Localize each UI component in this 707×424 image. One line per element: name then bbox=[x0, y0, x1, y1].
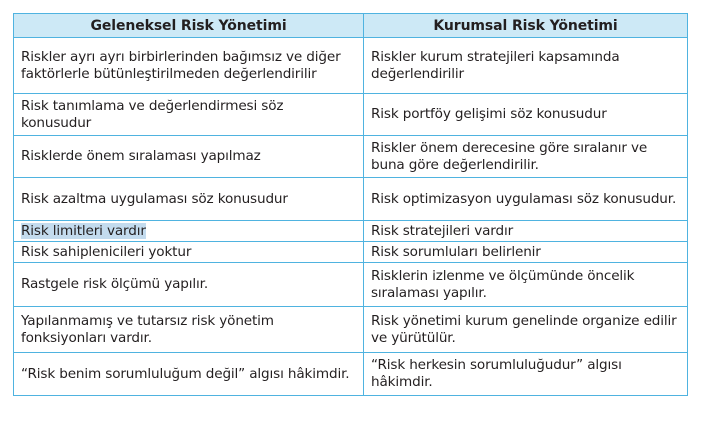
cell-traditional: Risk tanımlama ve değerlendirmesi söz konusudur bbox=[14, 94, 364, 136]
table-row bbox=[14, 353, 688, 396]
cell-traditional: Rastgele risk ölçümü yapılır. bbox=[14, 263, 364, 307]
cell-enterprise: Riskler kurum stratejileri kapsamında değerlendirilir bbox=[364, 38, 688, 94]
cell-enterprise: Risklerin izlenme ve ölçümünde öncelik sıralaması yapılır. bbox=[364, 263, 688, 307]
cell-enterprise: Riskler önem derecesine göre sıralanır ve buna göre değerlendirilir. bbox=[364, 136, 688, 178]
cell-traditional: Risk azaltma uygulaması söz konusudur bbox=[14, 178, 364, 221]
cell-traditional: Yapılanmamış ve tutarsız risk yönetim fonksiyonları vardır. bbox=[14, 307, 364, 353]
table-row bbox=[14, 178, 688, 221]
table-row bbox=[14, 242, 688, 263]
highlighted-text: Risk limitleri vardır bbox=[21, 222, 146, 239]
cell-enterprise: Risk stratejileri vardır bbox=[364, 221, 688, 242]
table-row bbox=[14, 307, 688, 353]
comparison-table bbox=[13, 13, 688, 396]
cell-traditional: Risk sahiplenicileri yoktur bbox=[14, 242, 364, 263]
cell-enterprise: Risk yönetimi kurum genelinde organize edilir ve yürütülür. bbox=[364, 307, 688, 353]
cell-enterprise: Risk portföy gelişimi söz konusudur bbox=[364, 94, 688, 136]
table-row bbox=[14, 136, 688, 178]
table-row bbox=[14, 221, 688, 242]
cell-traditional: Riskler ayrı ayrı birbirlerinden bağımsız ve diğer faktörlerle bütünleştirilmeden değerlendirilir bbox=[14, 38, 364, 94]
table-row bbox=[14, 38, 688, 94]
header-row bbox=[14, 14, 688, 38]
table-row bbox=[14, 263, 688, 307]
header-traditional: Geleneksel Risk Yönetimi bbox=[14, 14, 364, 38]
table-row bbox=[14, 94, 688, 136]
cell-enterprise: Risk sorumluları belirlenir bbox=[364, 242, 688, 263]
header-enterprise: Kurumsal Risk Yönetimi bbox=[364, 14, 688, 38]
cell-enterprise: “Risk herkesin sorumluluğudur” algısı hâkimdir. bbox=[364, 353, 688, 396]
cell-traditional: Risklerde önem sıralaması yapılmaz bbox=[14, 136, 364, 178]
cell-traditional bbox=[14, 221, 364, 242]
cell-traditional: “Risk benim sorumluluğum değil” algısı hâkimdir. bbox=[14, 353, 364, 396]
cell-enterprise: Risk optimizasyon uygulaması söz konusudur. bbox=[364, 178, 688, 221]
